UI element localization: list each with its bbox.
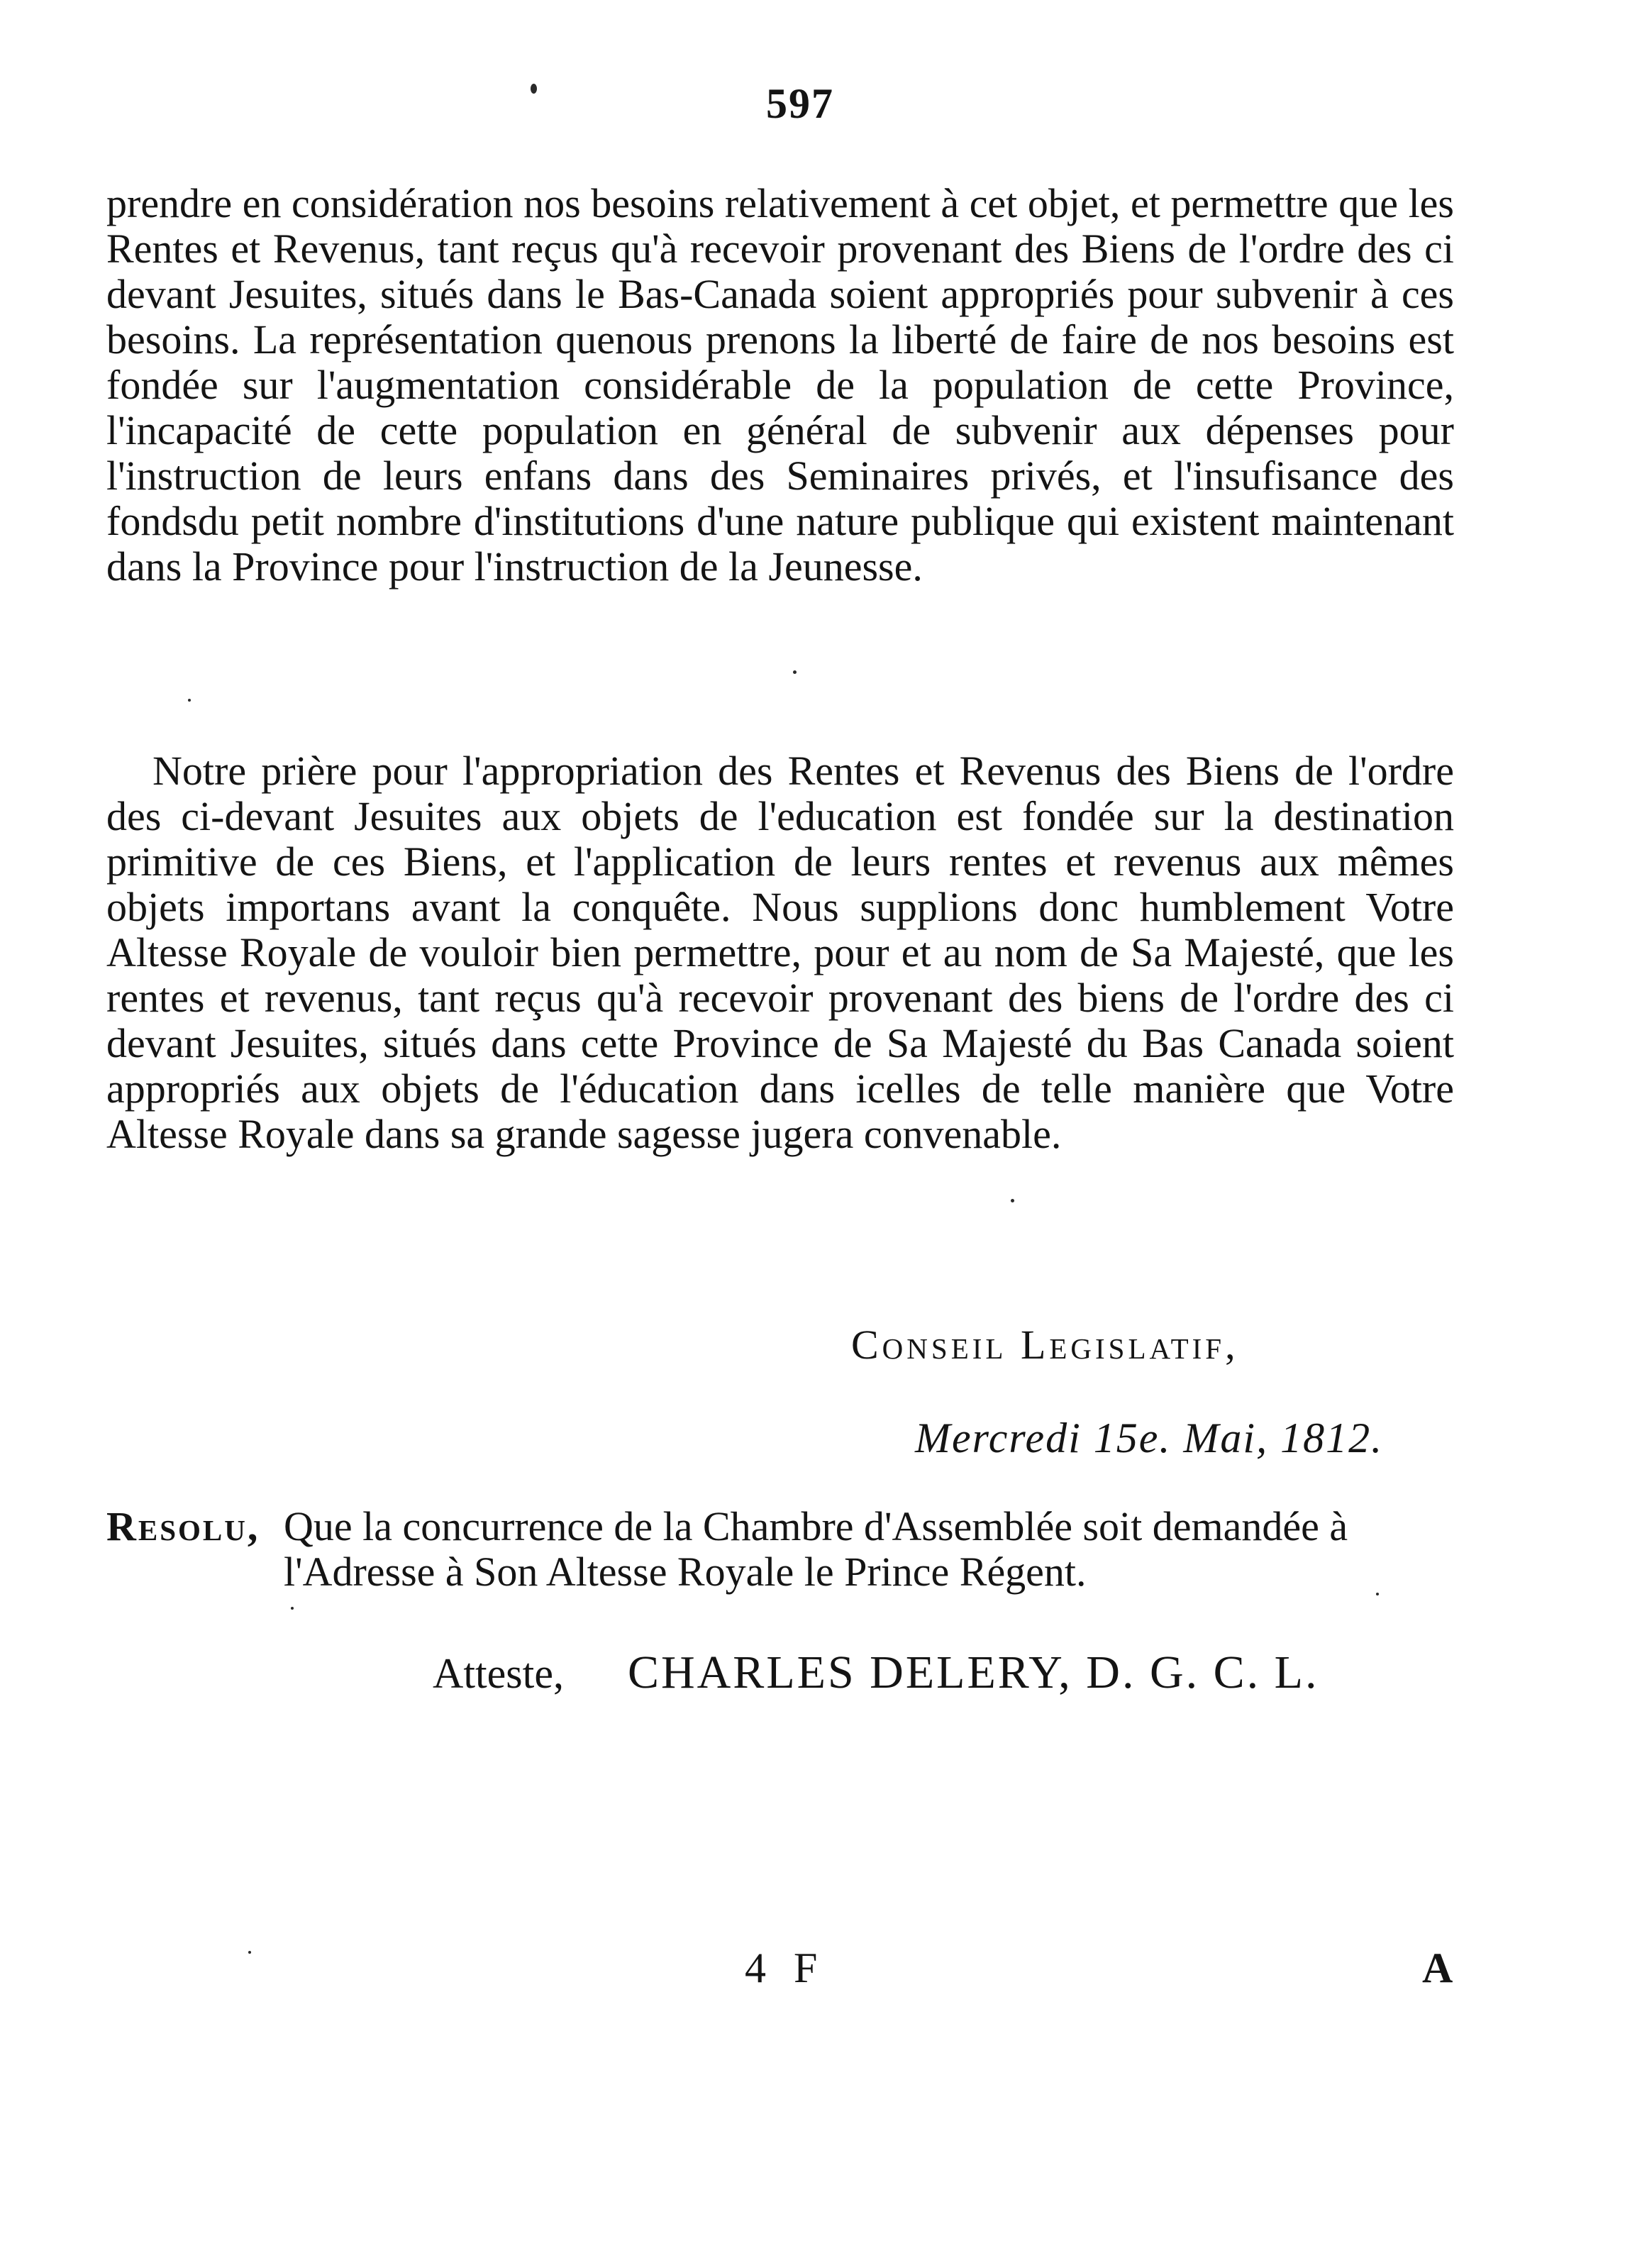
council-heading: Conseil Legislatif, [851,1322,1239,1368]
print-speck [188,699,191,702]
resolution-text: Que la concurrence de la Chambre d'Assemblée soit demandée à l'Adresse à Son Altesse Royale le Prince Régent. [284,1503,1348,1595]
body-paragraph-2: Notre prière pour l'appropriation des Rentes et Revenus des Biens de l'ordre des ci-devant Jesuites aux objets de l'education est fondée sur la destination primitive de ces Biens, et l'application de leurs rentes et revenus aux mêmes objets importans avant la conquête. Nous supplions donc humblement Votre Altesse Royale de vouloir bien permettre, pour et au nom de Sa Majesté, que les rentes et revenus, tant reçus qu'à recevoir provenant des biens de l'ordre des ci devant Jesuites, situés dans cette Province de Sa Majesté du Bas Canada soient appropriés aux objets de l'éducation dans icelles de telle manière que Votre Altesse Royale dans sa grande sagesse jugera convenable. [106,748,1454,1157]
page-number: 597 [766,80,834,127]
body-paragraph-1: prendre en considération nos besoins relativement à cet objet, et permettre que les Rentes et Revenus, tant reçus qu'à recevoir provenant des Biens de l'ordre des ci devant Jesuites, situés dans le Bas-Canada soient appropriés pour subvenir à ces besoins. La représentation quenous prenons la liberté de faire de nos besoins est fondée sur l'augmentation considérable de la population de cette Province, l'incapacité de cette population en général de subvenir aux dépenses pour l'instruction de leurs enfans dans des Seminaires privés, et l'insufisance des fondsdu petit nombre d'institutions d'une nature publique qui existent maintenant dans la Province pour l'instruction de la Jeunesse. [106,180,1454,590]
print-speck [531,84,537,94]
print-speck [248,1951,251,1954]
print-speck [291,1607,294,1610]
attestation-label: Atteste, [433,1650,564,1697]
resolution-label: Resolu, [106,1503,260,1549]
signature-mark: 4 F [745,1945,826,1991]
print-speck [793,670,797,674]
session-date: Mercredi 15e. Mai, 1812. [915,1415,1384,1461]
print-speck [1011,1199,1014,1202]
attestation-line [433,1646,1319,1700]
catchword: A [1422,1945,1453,1991]
resolution-block [106,1504,1461,1595]
attestation-name: CHARLES DELERY, D. G. C. L. [627,1647,1319,1698]
